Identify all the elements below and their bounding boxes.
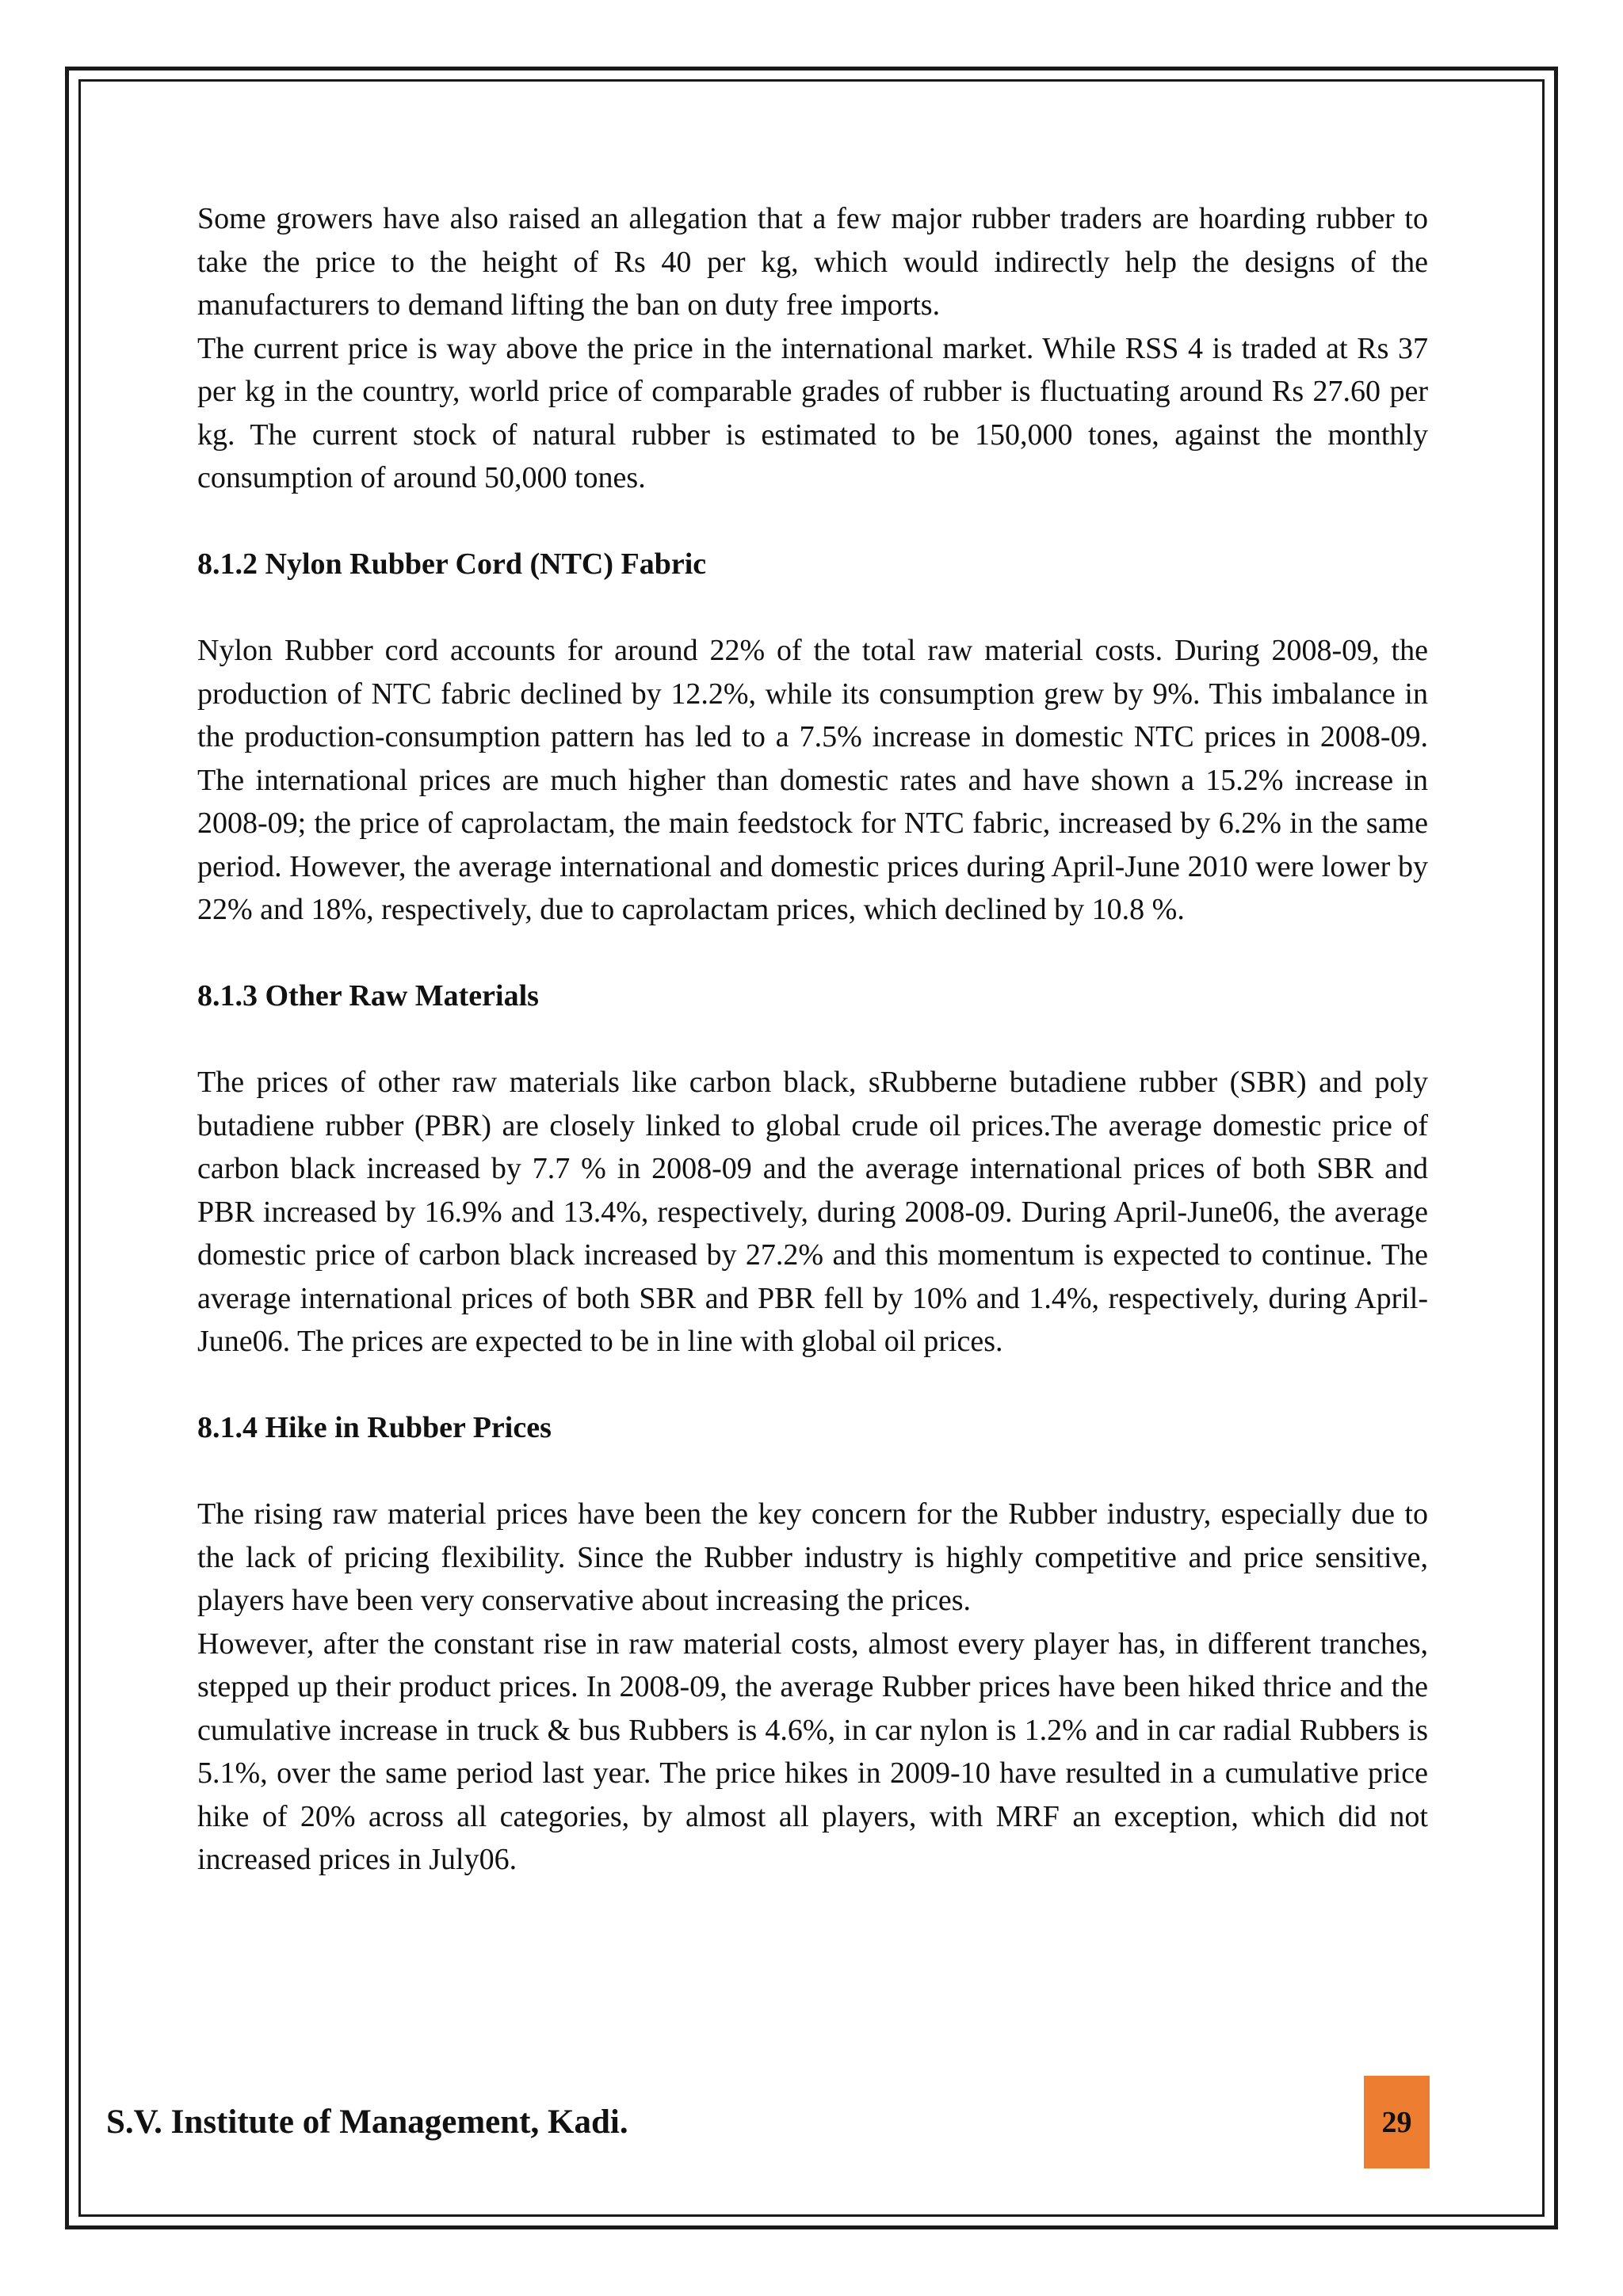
section-8-1-3-paragraph: The prices of other raw materials like carbon black, sRubberne butadiene rubber (SBR) and poly butadiene rubber (PBR) are closely linked to global crude oil prices.The average domestic price of carbon black increased by 7.7 % in 2008-09 and the average international prices of both SBR and PBR increased by 16.9% and 13.4%, respectively, during 2008-09. During April-June06, the average domestic price of carbon black increased by 27.2% and this momentum is expected to continue. The average international prices of both SBR and PBR fell by 10% and 1.4%, respectively, during April-June06. The prices are expected to be in line with global oil prices. xyxy=(197,1066,1428,1358)
section-8-1-4-paragraph-1: The rising raw material prices have been the key concern for the Rubber industry, especially due to the lack of pricing flexibility. Since the Rubber industry is highly competitive and price sensitive, players have been very conservative about increasing the prices. xyxy=(197,1497,1428,1617)
spacer xyxy=(197,1450,1428,1493)
page-number-badge: 29 xyxy=(1364,2076,1430,2168)
section-8-1-2-paragraph: Nylon Rubber cord accounts for around 22% of the total raw material costs. During 2008-09, the production of NTC fabric declined by 12.2%, while its consumption grew by 9%. This imbalance in the production-consumption pattern has led to a 7.5% increase in domestic NTC prices in 2008-09. The international prices are much higher than domestic rates and have shown a 15.2% increase in 2008-09; the price of caprolactam, the main feedstock for NTC fabric, increased by 6.2% in the same period. However, the average international and domestic prices during April-June 2010 were lower by 22% and 18%, respectively, due to caprolactam prices, which declined by 10.8 %. xyxy=(197,634,1428,926)
spacer xyxy=(197,1018,1428,1062)
spacer xyxy=(197,500,1428,543)
spacer xyxy=(197,932,1428,975)
spacer xyxy=(197,1363,1428,1407)
section-8-1-4-paragraph-2: However, after the constant rise in raw material costs, almost every player has, in different tranches, stepped up their product prices. In 2008-09, the average Rubber prices have been hiked thrice and the cumulative increase in truck & bus Rubbers is 4.6%, in car nylon is 1.2% and in car radial Rubbers is 5.1%, over the same period last year. The price hikes in 2009-10 have resulted in a cumulative price hike of 20% across all categories, by almost all players, with MRF an exception, which did not increased prices in July06. xyxy=(197,1627,1428,1876)
footer-institute-name: S.V. Institute of Management, Kadi. xyxy=(106,2103,628,2141)
document-body xyxy=(197,197,1428,1882)
intro-paragraph-1: Some growers have also raised an allegation that a few major rubber traders are hoarding rubber to take the price to the height of Rs 40 per kg, which would indirectly help the designs of the manufacturers to demand lifting the ban on duty free imports. xyxy=(197,202,1428,322)
intro-paragraph-2: The current price is way above the price in the international market. While RSS 4 is traded at Rs 37 per kg in the country, world price of comparable grades of rubber is fluctuating around Rs 27.60 per kg. The current stock of natural rubber is estimated to be 150,000 tones, against the monthly consumption of around 50,000 tones. xyxy=(197,331,1428,494)
section-heading-8-1-3: 8.1.3 Other Raw Materials xyxy=(197,979,539,1013)
section-heading-8-1-2: 8.1.2 Nylon Rubber Cord (NTC) Fabric xyxy=(197,547,707,581)
spacer xyxy=(197,586,1428,630)
section-heading-8-1-4: 8.1.4 Hike in Rubber Prices xyxy=(197,1411,552,1444)
